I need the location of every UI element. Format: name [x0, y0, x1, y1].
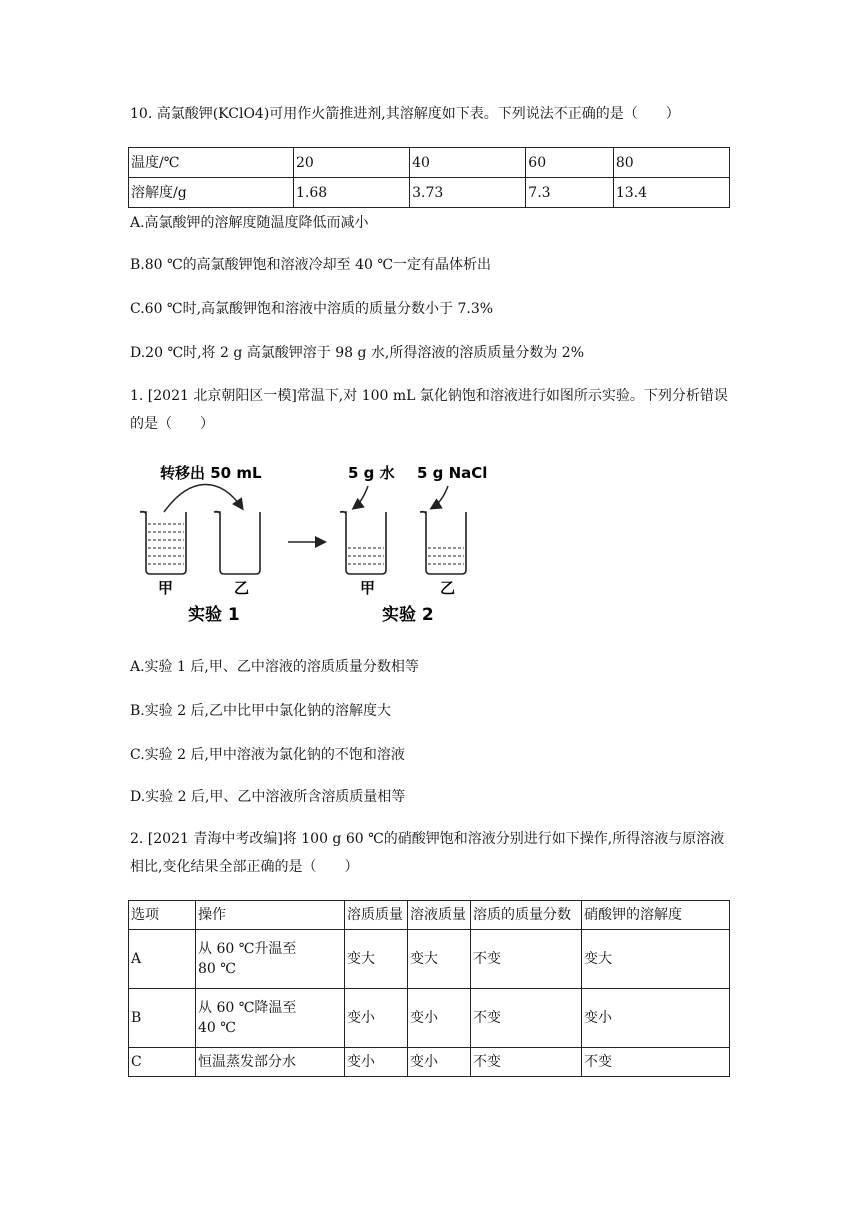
q10-option-a: A.高氯酸钾的溶解度随温度降低而减小 [130, 215, 369, 231]
table-cell: 7.3 [526, 178, 614, 208]
beaker-yi-exp2 [420, 511, 466, 574]
table-cell: 变大 [408, 930, 471, 989]
table-header-cell: 选项 [129, 901, 196, 930]
table-header-cell: 溶质质量 [345, 901, 408, 930]
table-cell: 80 [613, 148, 729, 178]
solubility-table [128, 147, 730, 208]
label-jia-exp2: 甲 [360, 579, 376, 597]
table-cell: 变大 [582, 930, 730, 989]
table-cell: 20 [294, 148, 410, 178]
table-cell: 不变 [582, 1048, 730, 1077]
table-cell: 不变 [471, 989, 582, 1048]
table-cell: C [129, 1048, 196, 1077]
table-header-cell: 操作 [196, 901, 345, 930]
transfer-label: 转移出 50 mL [160, 464, 262, 482]
table-cell: 从 60 ℃降温至 40 ℃ [196, 989, 345, 1048]
nacl-label: 5 g NaCl [417, 464, 488, 482]
table-cell: A [129, 930, 196, 989]
transfer-arrow [164, 484, 242, 512]
label-yi-exp1: 乙 [234, 579, 250, 597]
table-cell: 变小 [582, 989, 730, 1048]
table-cell: 60 [526, 148, 614, 178]
q1-option-b: B.实验 2 后,乙中比甲中氯化钠的溶解度大 [130, 703, 391, 719]
water-label: 5 g 水 [348, 464, 395, 482]
q1-option-a: A.实验 1 后,甲、乙中溶液的溶质质量分数相等 [130, 659, 419, 675]
q10-option-b: B.80 ℃的高氯酸钾饱和溶液冷却至 40 ℃一定有晶体析出 [130, 257, 492, 273]
table-header-cell: 硝酸钾的溶解度 [582, 901, 730, 930]
table-cell: 溶解度/g [129, 178, 294, 208]
table-row [129, 930, 730, 989]
q10-stem: 10. 高氯酸钾(KClO4)可用作火箭推进剂,其溶解度如下表。下列说法不正确的是（ ） [130, 106, 680, 122]
table-header-cell: 溶液质量 [408, 901, 471, 930]
table-row [129, 1048, 730, 1077]
table-cell: 1.68 [294, 178, 410, 208]
table-row [129, 989, 730, 1048]
table-cell: 变小 [408, 989, 471, 1048]
exp2-label: 实验 2 [382, 605, 434, 625]
table-cell: 从 60 ℃升温至 80 ℃ [196, 930, 345, 989]
table-cell: 3.73 [410, 178, 526, 208]
table-cell: 变小 [345, 989, 408, 1048]
table-cell: 变大 [345, 930, 408, 989]
experiment-figure [130, 458, 490, 628]
table-cell: 13.4 [613, 178, 729, 208]
table-cell: B [129, 989, 196, 1048]
beaker-yi-exp1 [214, 511, 260, 574]
table-cell: 变小 [408, 1048, 471, 1077]
q2-stem: 2. [2021 青海中考改编]将 100 g 60 ℃的硝酸钾饱和溶液分别进行如下操作,所得溶液与原溶液相比,变化结果全部正确的是（ ） [130, 831, 725, 875]
table-row [129, 178, 730, 208]
operations-table [128, 900, 730, 1077]
q1-option-d: D.实验 2 后,甲、乙中溶液所含溶质质量相等 [130, 789, 406, 805]
table-cell: 不变 [471, 1048, 582, 1077]
q10-option-d: D.20 ℃时,将 2 g 高氯酸钾溶于 98 g 水,所得溶液的溶质质量分数为 2% [130, 345, 585, 361]
q1-stem: 1. [2021 北京朝阳区一模]常温下,对 100 mL 氯化钠饱和溶液进行如图所示实验。下列分析错误的是（ ） [130, 388, 728, 432]
add-water-arrow [354, 486, 368, 508]
table-cell: 40 [410, 148, 526, 178]
table-header-row [129, 901, 730, 930]
add-nacl-arrow [432, 486, 448, 508]
table-header-cell: 溶质的质量分数 [471, 901, 582, 930]
q1-option-c: C.实验 2 后,甲中溶液为氯化钠的不饱和溶液 [130, 747, 405, 763]
table-cell: 不变 [471, 930, 582, 989]
table-cell: 恒温蒸发部分水 [196, 1048, 345, 1077]
q10-option-c: C.60 ℃时,高氯酸钾饱和溶液中溶质的质量分数小于 7.3% [130, 301, 494, 317]
beaker-jia-exp1 [140, 511, 186, 574]
table-row [129, 148, 730, 178]
label-jia-exp1: 甲 [158, 579, 174, 597]
exp1-label: 实验 1 [188, 605, 240, 625]
table-cell: 变小 [345, 1048, 408, 1077]
label-yi-exp2: 乙 [440, 579, 456, 597]
table-cell: 温度/℃ [129, 148, 294, 178]
beaker-jia-exp2 [340, 511, 386, 574]
